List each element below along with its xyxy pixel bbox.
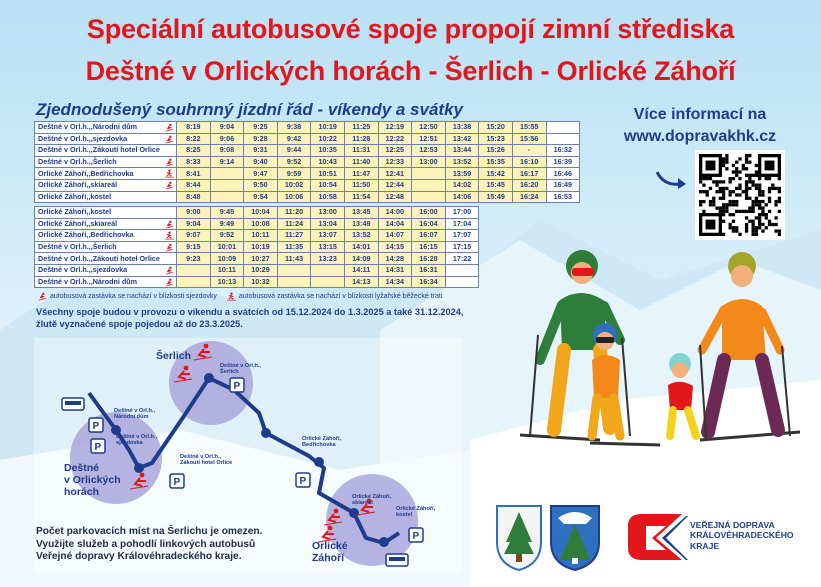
departure-time: 17:15 (445, 241, 479, 253)
departure-time: 9:28 (244, 133, 278, 145)
departure-time: 16:31 (412, 264, 446, 276)
svg-text:P: P (299, 476, 307, 487)
departure-time: 15:26 (479, 145, 513, 157)
departure-time: 14:06 (445, 191, 479, 203)
validity-note-line1: Všechny spoje budou v provozu o víkendu a svátcích od 15.12.2024 do 1.3.2025 a také 31.12.2024, (36, 307, 464, 317)
departure-time: 11:24 (277, 218, 311, 230)
departure-time: 15:35 (479, 156, 513, 168)
coat-of-arms-destne-icon (494, 502, 544, 572)
departure-time: 12:44 (378, 179, 412, 191)
map-stop-narodni-dum: Deštné v Orl.h., Národní dům (114, 408, 156, 421)
departure-time: 10:35 (311, 145, 345, 157)
departure-time: 11:47 (344, 168, 378, 180)
map-stop-bedrichovka: Orlické Záhoří, Bedřichovka (302, 436, 342, 449)
departure-time: 11:31 (344, 145, 378, 157)
departure-time: 14:07 (378, 230, 412, 242)
departure-time: 12:33 (378, 156, 412, 168)
departure-time: 14:34 (378, 276, 412, 288)
departure-time: 8:19 (177, 122, 211, 134)
departure-time: 14:31 (378, 264, 412, 276)
title-line-2: Deštné v Orlických horách - Šerlich - Orlické Záhoří (85, 56, 736, 86)
departure-time: 11:27 (277, 230, 311, 242)
departure-time: 8:33 (177, 156, 211, 168)
departure-time: 8:44 (177, 179, 211, 191)
downhill-ski-icon (165, 135, 174, 144)
departure-time: 9:07 (177, 230, 211, 242)
departure-time: 9:40 (244, 156, 278, 168)
departure-time: 13:00 (412, 156, 446, 168)
logo-line2: KRÁLOVÉHRADECKÉHO (690, 530, 794, 541)
departure-time: 10:54 (311, 179, 345, 191)
departure-time: 10:01 (210, 241, 244, 253)
crosscountry-ski-icon (165, 231, 174, 240)
departure-time: 16:39 (546, 156, 580, 168)
departure-time: 16:10 (512, 156, 546, 168)
departure-time (210, 191, 244, 203)
departure-time: 9:45 (210, 207, 244, 219)
departure-time: 16:20 (512, 179, 546, 191)
departure-time: 17:04 (445, 218, 479, 230)
departure-time: 16:04 (412, 218, 446, 230)
stop-name: Deštné v Orl.h.,,sjezdovka (35, 133, 177, 145)
departure-time: 17:07 (445, 230, 479, 242)
departure-time (177, 276, 211, 288)
logo-line3: KRAJE (690, 540, 720, 551)
departure-time: 9:15 (177, 241, 211, 253)
departure-time (546, 122, 580, 134)
departure-time: 10:32 (244, 276, 278, 288)
departure-time: 10:08 (244, 218, 278, 230)
departure-time: 12:53 (412, 145, 446, 157)
departure-time: 10:02 (277, 179, 311, 191)
departure-time: 9:52 (210, 230, 244, 242)
legend-ski-text: autobusová zastávka se nachází v blízkosti sjezdovky (50, 293, 217, 300)
downhill-ski-icon (165, 181, 174, 190)
departure-time: 16:00 (412, 207, 446, 219)
departure-time: 9:04 (177, 218, 211, 230)
departure-time: 10:06 (277, 191, 311, 203)
departure-time: 11:35 (277, 241, 311, 253)
departure-time (546, 133, 580, 145)
map-stop-kostel: Orlické Záhoří, kostel (396, 506, 436, 519)
kraj-logo-text (690, 520, 794, 551)
downhill-ski-icon (165, 278, 174, 287)
svg-text:P: P (412, 531, 420, 542)
legend-ski (38, 292, 217, 301)
info-text: Více informací na (633, 106, 767, 123)
departure-time: 12:51 (412, 133, 446, 145)
departure-time: 13:45 (344, 207, 378, 219)
departure-time: 12:48 (378, 191, 412, 203)
timetable-row (35, 156, 580, 168)
svg-text:P: P (94, 442, 102, 453)
departure-time: 10:29 (244, 264, 278, 276)
departure-time: 14:15 (378, 241, 412, 253)
departure-time: 9:31 (244, 145, 278, 157)
departure-time: 8:25 (177, 145, 211, 157)
downhill-ski-icon (165, 123, 174, 132)
departure-time: 10:09 (210, 253, 244, 265)
logo-line1: VEŘEJNÁ DOPRAVA (690, 520, 775, 530)
info-url-link[interactable]: www.dopravakhk.cz (623, 128, 777, 145)
legend (38, 292, 442, 301)
qr-code-icon[interactable] (695, 150, 785, 240)
departure-time (445, 276, 479, 288)
departure-time: 13:44 (445, 145, 479, 157)
departure-time: 9:59 (277, 168, 311, 180)
departure-time: 16:15 (412, 241, 446, 253)
departure-time: 11:50 (344, 179, 378, 191)
departure-time: 12:19 (378, 122, 412, 134)
downhill-ski-icon (165, 243, 174, 252)
timetable-subtitle: Zjednodušený souhrnný jízdní řád - víkendy a svátky (36, 100, 463, 119)
departure-time (311, 264, 345, 276)
departure-time: 16:46 (546, 168, 580, 180)
departure-time: 14:00 (378, 207, 412, 219)
timetable-outbound (34, 121, 580, 203)
timetable-row (35, 253, 479, 265)
legend-xc (227, 292, 443, 301)
departure-time: 9:23 (177, 253, 211, 265)
departure-time: 16:07 (412, 230, 446, 242)
departure-time: 16:17 (512, 168, 546, 180)
map-label-serlich: Šerlich (156, 350, 192, 362)
timetable-row (35, 168, 580, 180)
departure-time: 16:34 (412, 276, 446, 288)
departure-time: 9:06 (210, 133, 244, 145)
departure-time: 15:42 (479, 168, 513, 180)
timetable-row (35, 230, 479, 242)
timetable-row (35, 179, 580, 191)
departure-time: 10:43 (311, 156, 345, 168)
svg-text:P: P (92, 421, 100, 432)
crosscountry-ski-icon (165, 169, 174, 178)
departure-time: 17:22 (445, 253, 479, 265)
title-line-1: Speciální autobusové spoje propojí zimní střediska (86, 14, 735, 44)
departure-time: 14:02 (445, 179, 479, 191)
departure-time: 9:49 (210, 218, 244, 230)
departure-time: 9:00 (177, 207, 211, 219)
departure-time: 16:53 (546, 191, 580, 203)
stop-name: Deštné v Orl.h.,,Šerlich (35, 156, 177, 168)
departure-time: 8:48 (177, 191, 211, 203)
departure-time (412, 168, 446, 180)
map-label-destne: Deštné v Orlických horách (64, 462, 121, 498)
parking-note-line3: Veřejné dopravy Královéhradeckého kraje. (36, 551, 242, 563)
departure-time: 13:52 (445, 156, 479, 168)
departure-time: 8:22 (177, 133, 211, 145)
departure-time: 12:50 (412, 122, 446, 134)
ski-family-illustration (510, 240, 810, 450)
departure-time: 9:25 (244, 122, 278, 134)
stop-name: Deštné v Orl.h.,,Národní dům (35, 276, 177, 288)
departure-time: 15:55 (512, 122, 546, 134)
legend-xc-text: autobusová zastávka se nachází v blízkosti lyžařské běžecké trati (238, 293, 443, 300)
map-stop-serlich: Deštné v Orl.h., Šerlich (220, 363, 262, 376)
departure-time: 9:47 (244, 168, 278, 180)
departure-time: 14:01 (344, 241, 378, 253)
departure-time: 13:38 (445, 122, 479, 134)
departure-time: 13:00 (311, 207, 345, 219)
coat-of-arms-zahori-icon (548, 502, 602, 572)
validity-note-line2: žlutě vyznačené spoje pojedou až do 23.3.2025. (36, 318, 243, 329)
parking-note (36, 526, 262, 564)
info-box (590, 104, 810, 148)
departure-time: - (512, 145, 546, 157)
departure-time: 10:27 (244, 253, 278, 265)
departure-time: 13:52 (344, 230, 378, 242)
downhill-ski-icon (38, 292, 47, 301)
departure-time (412, 191, 446, 203)
departure-time (177, 264, 211, 276)
crosscountry-ski-icon (227, 292, 236, 301)
departure-time: 13:07 (311, 230, 345, 242)
departure-time: 9:42 (277, 133, 311, 145)
stop-name: Orlické Záhoří,,kostel (35, 191, 177, 203)
departure-time (412, 179, 446, 191)
bus-icon (62, 398, 84, 410)
departure-time: 13:04 (311, 218, 345, 230)
departure-time: 12:22 (378, 133, 412, 145)
departure-time: 16:28 (412, 253, 446, 265)
departure-time (445, 264, 479, 276)
departure-time: 9:04 (210, 122, 244, 134)
arrow-right-icon (654, 168, 688, 192)
timetable-row (35, 276, 479, 288)
timetable-row (35, 264, 479, 276)
departure-time (311, 276, 345, 288)
departure-time: 14:09 (344, 253, 378, 265)
svg-text:P: P (173, 477, 181, 488)
departure-time: 13:23 (311, 253, 345, 265)
departure-time (210, 168, 244, 180)
stop-name: Deštné v Orl.h.,,Zákoutí hotel Orlice (35, 145, 177, 157)
departure-time: 10:19 (311, 122, 345, 134)
departure-time: 9:54 (244, 191, 278, 203)
departure-time: 11:20 (277, 207, 311, 219)
departure-time: 11:28 (344, 133, 378, 145)
departure-time: 13:15 (311, 241, 345, 253)
parking-note-line2: Využijte služeb a pohodlí linkových autobusů (36, 538, 256, 550)
validity-note (36, 307, 516, 330)
stop-name: Deštné v Orl.h.,,sjezdovka (35, 264, 177, 276)
departure-time: 15:20 (479, 122, 513, 134)
departure-time: 11:40 (344, 156, 378, 168)
map-stop-sjezdovka: Deštné v Orl.h., sjezdovka (116, 434, 158, 447)
bus-icon (386, 554, 408, 566)
departure-time: 9:44 (277, 145, 311, 157)
timetable-row (35, 207, 479, 219)
departure-time (277, 276, 311, 288)
timetable-row (35, 191, 580, 203)
departure-time: 14:28 (378, 253, 412, 265)
departure-time: 14:11 (344, 264, 378, 276)
departure-time: 10:22 (311, 133, 345, 145)
departure-time: 14:13 (344, 276, 378, 288)
stop-name: Orlické Záhoří,,Bedřichovka (35, 168, 177, 180)
departure-time: 14:04 (378, 218, 412, 230)
stop-name: Deštné v Orl.h.,,Šerlich (35, 241, 177, 253)
departure-time: 9:08 (210, 145, 244, 157)
departure-time: 16:32 (546, 145, 580, 157)
departure-time: 8:41 (177, 168, 211, 180)
departure-time: 10:04 (244, 207, 278, 219)
downhill-ski-icon (165, 266, 174, 275)
stop-name: Deštné v Orl.h.,,Zákoutí hotel Orlice (35, 253, 177, 265)
departure-time: 13:42 (445, 133, 479, 145)
departure-time: 13:49 (344, 218, 378, 230)
map-stop-zakouti: Deštné v Orl.h., Zákoutí hotel Orlice (180, 454, 233, 467)
departure-time: 12:41 (378, 168, 412, 180)
map-stop-skiareal: Orlické Záhoří, skiareál (352, 494, 392, 507)
parking-note-line1: Počet parkovacích míst na Šerlichu je omezen. (36, 526, 263, 537)
map-label-zahori: Orlické Záhoří (312, 540, 348, 564)
stop-name: Orlické Záhoří,,skiareál (35, 218, 177, 230)
departure-time: 10:11 (210, 264, 244, 276)
departure-time: 9:52 (277, 156, 311, 168)
svg-text:P: P (233, 381, 241, 392)
departure-time: 15:45 (479, 179, 513, 191)
timetable-row (35, 241, 479, 253)
departure-time: 11:54 (344, 191, 378, 203)
stop-name: Orlické Záhoří,,kostel (35, 207, 177, 219)
timetable-row (35, 122, 580, 134)
departure-time: 15:56 (512, 133, 546, 145)
stop-name: Orlické Záhoří,,Bedřichovka (35, 230, 177, 242)
departure-time: 16:49 (546, 179, 580, 191)
departure-time: 17:00 (445, 207, 479, 219)
departure-time: 10:58 (311, 191, 345, 203)
stop-name: Orlické Záhoří,,skiareál (35, 179, 177, 191)
departure-time (210, 179, 244, 191)
downhill-ski-icon (165, 220, 174, 229)
departure-time: 9:38 (277, 122, 311, 134)
departure-time: 16:24 (512, 191, 546, 203)
downhill-ski-icon (165, 158, 174, 167)
departure-time: 11:43 (277, 253, 311, 265)
departure-time: 11:25 (344, 122, 378, 134)
timetable-return (34, 206, 479, 288)
departure-time: 10:51 (311, 168, 345, 180)
timetable-row (35, 133, 580, 145)
departure-time: 15:49 (479, 191, 513, 203)
departure-time: 9:50 (244, 179, 278, 191)
timetable-row (35, 145, 580, 157)
departure-time: 12:25 (378, 145, 412, 157)
departure-time: 10:19 (244, 241, 278, 253)
departure-time: 10:13 (210, 276, 244, 288)
departure-time: 9:14 (210, 156, 244, 168)
timetable-row (35, 218, 479, 230)
departure-time: 15:23 (479, 133, 513, 145)
departure-time (277, 264, 311, 276)
departure-time: 13:59 (445, 168, 479, 180)
departure-time: 10:11 (244, 230, 278, 242)
stop-name: Deštné v Orl.h.,,Národní dům (35, 122, 177, 134)
